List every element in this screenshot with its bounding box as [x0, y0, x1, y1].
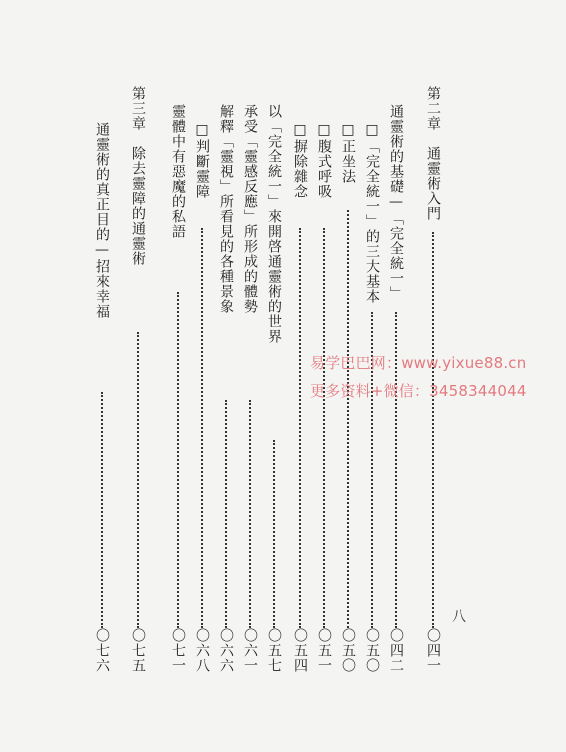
watermark-line-2: 更多资料+微信：3458344044 [310, 382, 527, 400]
toc-entry-title: 第二章 通靈術入門 [425, 86, 441, 221]
toc-entry-page: 〇七五 [130, 628, 146, 673]
toc-entry-page: 〇六六 [218, 628, 234, 673]
leader-dots [347, 210, 349, 628]
toc-entry-title: 以「完全統一」來開啓通靈術的世界 [266, 104, 282, 344]
leader-dots [299, 228, 301, 628]
toc-entry-chapter-3[interactable] [128, 0, 148, 752]
toc-entry-title: 承受「靈感反應」所形成的體勢 [242, 104, 258, 314]
toc-entry-title: 通靈術的基礎—「完全統一」 [388, 104, 404, 301]
toc-entry[interactable] [386, 0, 406, 752]
page-number: 八 [452, 609, 466, 625]
toc-entry[interactable] [168, 0, 188, 752]
toc-entry[interactable] [264, 0, 284, 752]
toc-entry[interactable] [92, 0, 112, 752]
toc-entry[interactable] [314, 0, 334, 752]
toc-entry-title: □「完全統一」的三大基本 [364, 122, 380, 304]
leader-dots [101, 392, 103, 628]
watermark-line-1: 易学巴巴网：www.yixue88.cn [310, 354, 527, 372]
toc-entry-title: 解釋「靈視」所看見的各種景象 [218, 104, 234, 314]
toc-entry-title: □摒除雜念 [292, 122, 308, 199]
toc-entry-page: 〇五七 [266, 628, 282, 673]
leader-dots [249, 400, 251, 628]
toc-entry-title: 靈體中有惡魔的私語 [170, 104, 186, 239]
toc-entry-title: □腹式呼吸 [316, 122, 332, 199]
toc-entry-page: 〇七一 [170, 628, 186, 673]
toc-entry[interactable] [362, 0, 382, 752]
toc-entry-title: 第三章 除去靈障的通靈術 [130, 86, 146, 266]
leader-dots [225, 400, 227, 628]
toc-entry[interactable] [290, 0, 310, 752]
toc-entry-page: 〇五〇 [340, 628, 356, 673]
toc-entry[interactable] [216, 0, 236, 752]
toc-entry-chapter-2[interactable] [423, 0, 443, 752]
toc-entry-page: 〇五四 [292, 628, 308, 673]
leader-dots [323, 228, 325, 628]
toc-entry-title: 通靈術的真正目的—招來幸福 [94, 122, 110, 319]
toc-entry[interactable] [192, 0, 212, 752]
leader-dots [137, 332, 139, 628]
toc-entry-title: □正坐法 [340, 122, 356, 184]
leader-dots [177, 292, 179, 628]
toc-entry-page: 〇七六 [94, 628, 110, 673]
toc-entry-title: □判斷靈障 [194, 122, 210, 199]
toc-entry-page: 〇四一 [425, 628, 441, 673]
toc-entry-page: 〇六一 [242, 628, 258, 673]
leader-dots [201, 228, 203, 628]
toc-entry-page: 〇五〇 [364, 628, 380, 673]
leader-dots [432, 232, 434, 628]
toc-entry-page: 〇六八 [194, 628, 210, 673]
leader-dots [273, 440, 275, 628]
toc-entry-page: 〇五一 [316, 628, 332, 673]
toc-entry[interactable] [240, 0, 260, 752]
toc-entry[interactable] [338, 0, 358, 752]
toc-entry-page: 〇四二 [388, 628, 404, 673]
